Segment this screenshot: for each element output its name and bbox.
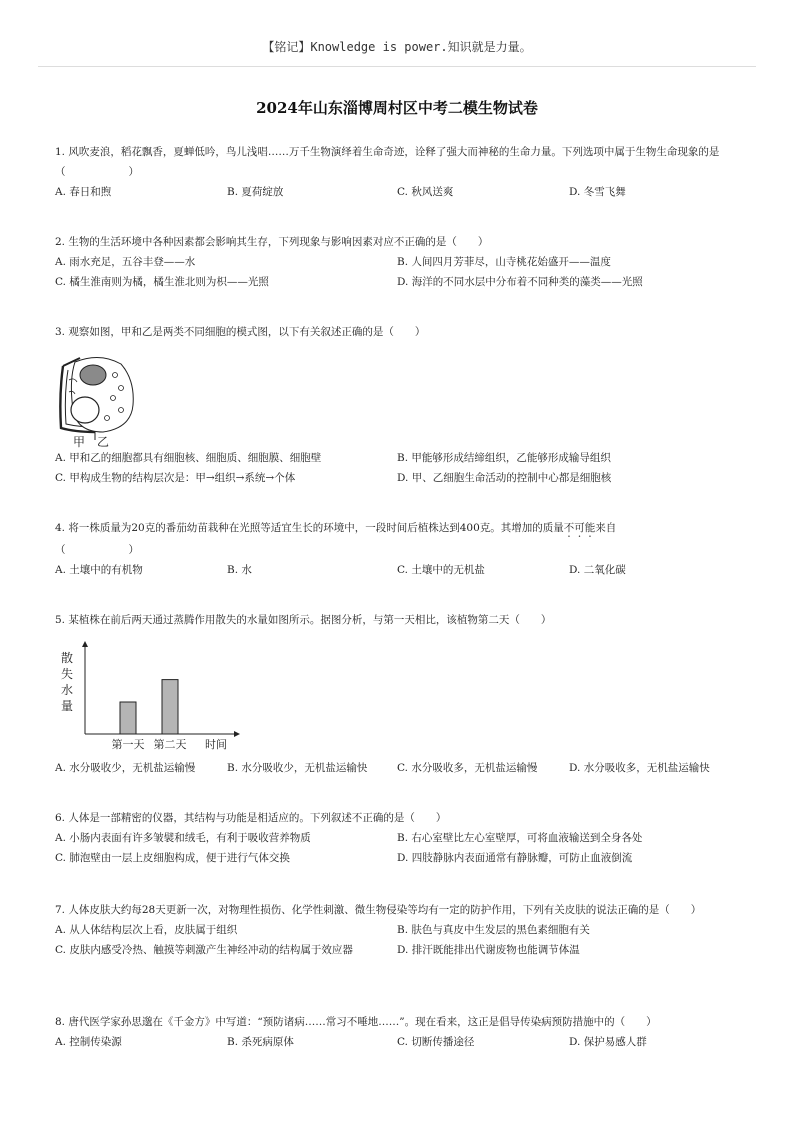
options-row xyxy=(55,560,745,580)
question-stem: 5. 某植株在前后两天通过蒸腾作用散失的水量如图所示。据图分析，与第一天相比，该植物第二天（ ） xyxy=(55,614,552,626)
nucleus xyxy=(80,365,106,385)
option-d[interactable]: D. 水分吸收多，无机盐运输快 xyxy=(569,762,710,774)
option-a[interactable]: A. 控制传染源 xyxy=(55,1036,122,1048)
exam-title: 2024年山东淄博周村区中考二模生物试卷 xyxy=(256,99,538,117)
options-row xyxy=(55,448,745,468)
answer-blank: （ ） xyxy=(55,544,139,556)
y-axis-label xyxy=(61,650,73,713)
option-d[interactable]: D. 二氧化碳 xyxy=(569,564,626,576)
option-c[interactable]: C. 切断传播途径 xyxy=(397,1036,475,1048)
bars xyxy=(120,680,178,734)
option-a[interactable]: A. 水分吸收少，无机盐运输慢 xyxy=(55,762,196,774)
option-d[interactable]: D. 冬雪飞舞 xyxy=(569,186,626,198)
option-d[interactable]: D. 甲、乙细胞生命活动的控制中心都是细胞核 xyxy=(397,472,612,484)
question-stem: 1. 风吹麦浪，稻花飘香，夏蝉低吟，鸟儿浅唱……万千生物演绎着生命奇迹，诠释了强大而神秘的生命力量。下列选项中属于生物生命现象的是（ ） xyxy=(55,146,720,178)
option-c[interactable]: C. 皮肤内感受冷热、触摸等刺激产生神经冲动的结构属于效应器 xyxy=(55,944,353,956)
option-a[interactable]: A. 小肠内表面有许多皱襞和绒毛，有利于吸收营养物质 xyxy=(55,832,311,844)
options-row xyxy=(55,920,745,940)
category-labels xyxy=(112,738,187,751)
question-3-options xyxy=(55,448,745,488)
options-row xyxy=(55,848,745,868)
option-b[interactable]: B. 水 xyxy=(227,564,252,576)
option-c[interactable]: C. 秋风送爽 xyxy=(397,186,454,198)
question-8 xyxy=(55,1012,745,1052)
option-b[interactable]: B. 右心室壁比左心室壁厚，可将血液输送到全身各处 xyxy=(397,832,643,844)
question-4 xyxy=(55,518,745,580)
question-stem: 2. 生物的生活环境中各种因素都会影响其生存，下列现象与影响因素对应不正确的是（ ） xyxy=(55,236,489,248)
option-a[interactable]: A. 甲和乙的细胞都具有细胞核、细胞质、细胞膜、细胞壁 xyxy=(55,452,322,464)
option-c[interactable]: C. 肺泡壁由一层上皮细胞构成，便于进行气体交换 xyxy=(55,852,290,864)
question-stem: 6. 人体是一部精密的仪器，其结构与功能是相适应的。下列叙述不正确的是（ ） xyxy=(55,812,447,824)
header-divider xyxy=(38,66,756,67)
bar-1 xyxy=(120,702,136,734)
option-b[interactable]: B. 肤色与真皮中生发层的黑色素细胞有关 xyxy=(397,924,590,936)
options-row xyxy=(55,182,745,202)
option-a[interactable]: A. 从人体结构层次上看，皮肤属于组织 xyxy=(55,924,238,936)
cell-diagram xyxy=(55,350,155,450)
options-row xyxy=(55,828,745,848)
option-c[interactable]: C. 甲构成生物的结构层次是：甲→组织→系统→个体 xyxy=(55,472,296,484)
options-row xyxy=(55,468,745,488)
question-stem: 8. 唐代医学家孙思邈在《千金方》中写道：“预防诸病……常习不唾地……”。现在看来，这正是倡导传染病预防措施中的（ ） xyxy=(55,1016,657,1028)
category-label: 第一天 xyxy=(111,738,145,751)
option-c[interactable]: C. 水分吸收多，无机盐运输慢 xyxy=(397,762,538,774)
options-row xyxy=(55,758,745,778)
question-stem: 3. 观察如图，甲和乙是两类不同细胞的模式图，以下有关叙述正确的是（ ） xyxy=(55,326,426,338)
vacuole xyxy=(71,397,99,423)
y-axis-label-char: 水 xyxy=(60,683,74,697)
transpiration-bar-chart xyxy=(55,640,245,755)
option-a[interactable]: A. 春日和煦 xyxy=(55,186,112,198)
x-axis-label: 时间 xyxy=(205,738,227,751)
emphasized-text: 不可能 xyxy=(563,522,596,534)
y-axis-label-char: 散 xyxy=(60,651,74,665)
stem-part: 4. 将一株质量为20克的番茄幼苗栽种在光照等适宜生长的环境中，一段时间后植株达到400克。其增加的质量 xyxy=(55,522,564,534)
option-b[interactable]: B. 人间四月芳菲尽，山寺桃花始盛开——温度 xyxy=(397,256,611,268)
option-c[interactable]: C. 土壤中的无机盐 xyxy=(397,564,485,576)
options-row xyxy=(55,252,745,272)
y-axis-label-char: 失 xyxy=(60,667,74,681)
option-d[interactable]: D. 四肢静脉内表面通常有静脉瓣，可防止血液倒流 xyxy=(397,852,633,864)
option-b[interactable]: B. 水分吸收少，无机盐运输快 xyxy=(227,762,368,774)
stem-part: 来自 xyxy=(595,522,617,534)
label-yi: 乙 xyxy=(97,435,110,449)
label-jia: 甲 xyxy=(73,435,86,449)
option-b[interactable]: B. 杀死病原体 xyxy=(227,1036,294,1048)
question-3 xyxy=(55,322,745,342)
options-row xyxy=(55,1032,745,1052)
category-label: 第二天 xyxy=(153,738,187,751)
option-d[interactable]: D. 海洋的不同水层中分布着不同种类的藻类——光照 xyxy=(397,276,643,288)
option-a[interactable]: A. 雨水充足，五谷丰登——水 xyxy=(55,256,196,268)
option-d[interactable]: D. 保护易感人群 xyxy=(569,1036,647,1048)
option-b[interactable]: B. 夏荷绽放 xyxy=(227,186,284,198)
question-5-options xyxy=(55,758,745,778)
option-d[interactable]: D. 排汗既能排出代谢废物也能调节体温 xyxy=(397,944,580,956)
page-header: 【铭记】Knowledge is power.知识就是力量。 xyxy=(262,40,532,54)
question-6 xyxy=(55,808,745,868)
question-7 xyxy=(55,900,745,960)
question-stem: 7. 人体皮肤大约每28天更新一次，对物理性损伤、化学性刺激、微生物侵染等均有一定的防护作用，下列有关皮肤的说法正确的是（ ） xyxy=(55,904,702,916)
question-1 xyxy=(55,142,745,202)
y-axis-label-char: 量 xyxy=(60,699,74,713)
question-stem xyxy=(55,518,745,540)
option-b[interactable]: B. 甲能够形成结缔组织，乙能够形成输导组织 xyxy=(397,452,611,464)
bar-2 xyxy=(162,680,178,734)
question-2 xyxy=(55,232,745,292)
question-5 xyxy=(55,610,745,630)
option-c[interactable]: C. 橘生淮南则为橘，橘生淮北则为枳——光照 xyxy=(55,276,269,288)
options-row xyxy=(55,272,745,292)
option-a[interactable]: A. 土壤中的有机物 xyxy=(55,564,143,576)
options-row xyxy=(55,940,745,960)
